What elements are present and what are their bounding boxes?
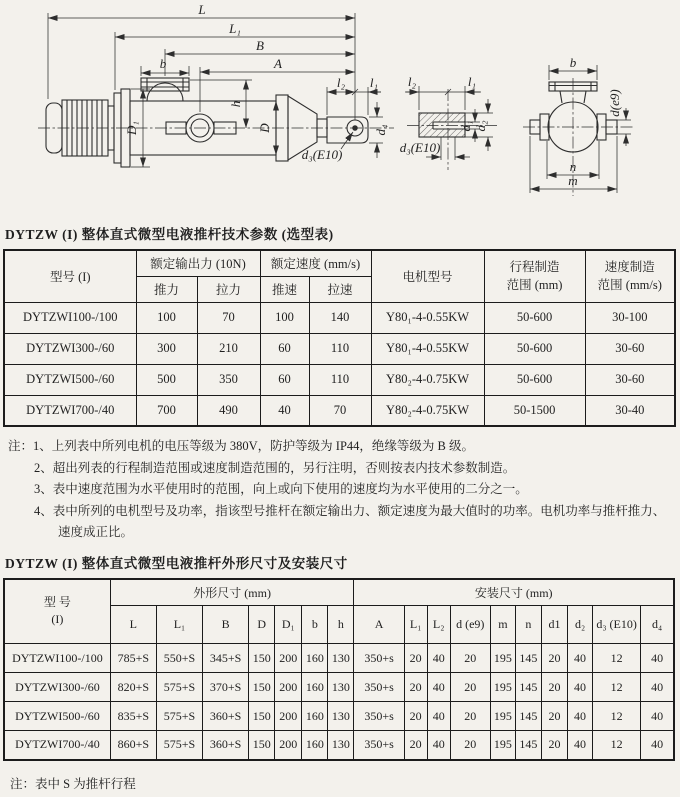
dim-label-end-m: m [568, 173, 578, 188]
table-row [4, 673, 674, 702]
cell: 20 [450, 673, 490, 702]
cell-motor: Y80₂-4-0.75KW [371, 364, 484, 395]
dim-label-b: b [159, 56, 167, 71]
cell: 345+S [203, 644, 249, 673]
cell-motor: Y80₁-4-0.55KW [371, 333, 484, 364]
cell: 60 [260, 364, 309, 395]
column-header: m [490, 606, 515, 644]
column-header-push-speed: 推速 [260, 276, 309, 302]
note-prefix: 注： [10, 776, 36, 791]
cell: 50-600 [484, 364, 585, 395]
side-view-dimensions [48, 13, 383, 167]
cell: 130 [328, 731, 354, 760]
cell: 350+s [354, 731, 404, 760]
cell: 20 [541, 644, 567, 673]
cell: 12 [593, 644, 641, 673]
dim-label-A: A [274, 56, 282, 71]
cell: 70 [309, 395, 371, 426]
cell-motor: Y80₁-4-0.55KW [371, 302, 484, 333]
cell: 550+S [156, 644, 202, 673]
cell: 150 [249, 702, 275, 731]
cell: 40 [641, 673, 674, 702]
cell: 350 [197, 364, 260, 395]
cell: 110 [309, 333, 371, 364]
cell: 145 [515, 731, 541, 760]
dim-label-end-b: b [569, 55, 577, 70]
cell: 195 [490, 644, 515, 673]
dim-label-section-d3: d₃(E10) [399, 140, 441, 155]
cell: 145 [515, 673, 541, 702]
table-row [4, 644, 674, 673]
cell: 20 [404, 673, 427, 702]
cell: 50-600 [484, 302, 585, 333]
cell: 30-40 [585, 395, 675, 426]
cell: 20 [541, 702, 567, 731]
dim-label-section-l1: l₁ [467, 74, 477, 89]
dim-label-L1: L₁ [229, 21, 241, 36]
dim-label-l2: l₂ [336, 75, 346, 90]
cell: 700 [136, 395, 197, 426]
column-header: L₂ [427, 606, 450, 644]
cell: 12 [593, 673, 641, 702]
cell-model: DYTZWI100-/100 [4, 644, 110, 673]
cell: 50-1500 [484, 395, 585, 426]
column-header: d₄ [641, 606, 674, 644]
column-group-speed: 额定速度 (mm/s) [260, 250, 371, 276]
cell: 40 [641, 731, 674, 760]
cell: 370+S [203, 673, 249, 702]
column-header-model: 型号 (I) [4, 250, 136, 302]
cell: 40 [260, 395, 309, 426]
cell: 130 [328, 644, 354, 673]
column-group-install: 安装尺寸 (mm) [354, 579, 674, 606]
cell: 160 [302, 644, 328, 673]
cell: 145 [515, 644, 541, 673]
spec-table-dimensions [3, 578, 675, 761]
table-row [4, 333, 675, 364]
cell: 575+S [156, 702, 202, 731]
cell: 860+S [110, 731, 156, 760]
end-view-dimensions [530, 65, 631, 193]
dim-label-end-n: n [569, 159, 577, 174]
table2-title: DYTZW (I) 整体直式微型电液推杆外形尺寸及安装尺寸 [5, 555, 348, 571]
table-row [4, 731, 674, 760]
dim-label-L: L [198, 2, 206, 17]
dim-label-d4: d₄ [373, 124, 388, 136]
column-header: L [110, 606, 156, 644]
column-header-speed-range: 速度制造 范围 (mm/s) [585, 250, 675, 302]
cell: 40 [568, 673, 593, 702]
cell: 195 [490, 702, 515, 731]
cell: 20 [404, 644, 427, 673]
cell: 200 [275, 644, 302, 673]
cell: 40 [427, 673, 450, 702]
notes-table1 [8, 436, 670, 544]
cell: 40 [641, 702, 674, 731]
column-group-outline: 外形尺寸 (mm) [110, 579, 354, 606]
cell: 30-60 [585, 333, 675, 364]
cell: 40 [568, 702, 593, 731]
note-item: 注： 1、上列表中所列电机的电压等级为 380V，防护等级为 IP44，绝缘等级为 B 级。 [8, 436, 670, 458]
cell-model: DYTZWI100-/100 [4, 302, 136, 333]
column-header: A [354, 606, 404, 644]
note-item: 2、超出列表的行程制造范围或速度制造范围的，另行注明，否则按表内技术参数制造。 [34, 460, 516, 475]
cell: 130 [328, 673, 354, 702]
cell: 820+S [110, 673, 156, 702]
cell: 150 [249, 673, 275, 702]
column-header: b [302, 606, 328, 644]
cell: 835+S [110, 702, 156, 731]
technical-drawing [0, 0, 680, 215]
cell: 40 [427, 702, 450, 731]
cell: 30-60 [585, 364, 675, 395]
cell: 575+S [156, 673, 202, 702]
cell: 300 [136, 333, 197, 364]
cell: 50-600 [484, 333, 585, 364]
cell: 110 [309, 364, 371, 395]
cell: 350+s [354, 644, 404, 673]
cell: 350+s [354, 673, 404, 702]
cell: 40 [568, 644, 593, 673]
cell: 200 [275, 731, 302, 760]
cell: 12 [593, 731, 641, 760]
table-row [4, 702, 674, 731]
cell: 40 [641, 644, 674, 673]
dim-label-end-de9: d(e9) [607, 89, 622, 117]
cell: 40 [427, 731, 450, 760]
dim-label-l1: l₁ [369, 75, 379, 90]
cell: 20 [450, 702, 490, 731]
dim-label-d3: d₃(E10) [301, 147, 343, 162]
dim-label-B: B [256, 38, 264, 53]
cell: 70 [197, 302, 260, 333]
column-header: d (e9) [450, 606, 490, 644]
dim-label-h: h [228, 100, 243, 108]
cell: 360+S [203, 702, 249, 731]
table-row [4, 302, 675, 333]
dim-label-section-l2: l₂ [407, 74, 417, 89]
column-header: L₁ [404, 606, 427, 644]
table-row [4, 364, 675, 395]
column-header: h [328, 606, 354, 644]
cell-model: DYTZWI700-/40 [4, 731, 110, 760]
note-item: 4、表中所列的电机型号及功率，指该型号推杆在额定输出力、额定速度为最大值时的功率。电机功率与推杆推力、速度成正比。 [34, 503, 666, 539]
cell: 40 [427, 644, 450, 673]
column-header: L₁ [156, 606, 202, 644]
header-row-groups [4, 250, 675, 276]
cell: 20 [450, 731, 490, 760]
cell: 20 [404, 702, 427, 731]
dim-label-section-d1: d₁ [458, 120, 473, 132]
cell: 150 [249, 731, 275, 760]
table-row [4, 395, 675, 426]
cell: 145 [515, 702, 541, 731]
column-header: d₂ [568, 606, 593, 644]
cell: 30-100 [585, 302, 675, 333]
cell-model: DYTZWI500-/60 [4, 364, 136, 395]
cell: 60 [260, 333, 309, 364]
cell: 210 [197, 333, 260, 364]
header-row-groups [4, 579, 674, 606]
cell: 195 [490, 731, 515, 760]
spec-table-parameters [3, 249, 676, 427]
column-header: D₁ [275, 606, 302, 644]
note-text: 表中 S 为推杆行程 [35, 776, 136, 791]
cell: 40 [568, 731, 593, 760]
cell: 200 [275, 702, 302, 731]
cell: 20 [541, 673, 567, 702]
column-header-push: 推力 [136, 276, 197, 302]
column-header: n [515, 606, 541, 644]
cell: 195 [490, 673, 515, 702]
cell-model: DYTZWI300-/60 [4, 673, 110, 702]
cell-motor: Y80₂-4-0.75KW [371, 395, 484, 426]
column-header: d₃ (E10) [593, 606, 641, 644]
cell: 360+S [203, 731, 249, 760]
cell-model: DYTZWI700-/40 [4, 395, 136, 426]
cell: 490 [197, 395, 260, 426]
dim-label-D1: D₁ [124, 121, 139, 135]
dim-label-section-d2: d₂ [473, 120, 488, 132]
cell-model: DYTZWI500-/60 [4, 702, 110, 731]
column-header-model: 型 号 (I) [4, 579, 110, 644]
column-header-pull: 拉力 [197, 276, 260, 302]
column-header: d1 [541, 606, 567, 644]
cell: 200 [275, 673, 302, 702]
column-header: B [203, 606, 249, 644]
cell: 500 [136, 364, 197, 395]
cell: 160 [302, 702, 328, 731]
dim-label-D: D [257, 123, 272, 133]
column-header-motor: 电机型号 [371, 250, 484, 302]
cell: 12 [593, 702, 641, 731]
table1-title: DYTZW (I) 整体直式微型电液推杆技术参数 (选型表) [5, 227, 334, 242]
cell: 20 [450, 644, 490, 673]
cell-model: DYTZWI300-/60 [4, 333, 136, 364]
cell: 100 [136, 302, 197, 333]
cell: 20 [404, 731, 427, 760]
cell: 160 [302, 673, 328, 702]
note-table2 [10, 774, 680, 792]
column-header-stroke-range: 行程制造 范围 (mm) [484, 250, 585, 302]
cell: 350+s [354, 702, 404, 731]
cell: 140 [309, 302, 371, 333]
note-item: 3、表中速度范围为水平使用时的范围，向上或向下使用的速度均为水平使用的二分之一。 [34, 482, 528, 496]
cell: 785+S [110, 644, 156, 673]
cell: 160 [302, 731, 328, 760]
note-prefix: 注： [8, 439, 34, 453]
column-header: D [249, 606, 275, 644]
column-header-pull-speed: 拉速 [309, 276, 371, 302]
column-group-force: 额定输出力 (10N) [136, 250, 260, 276]
cell: 100 [260, 302, 309, 333]
cell: 150 [249, 644, 275, 673]
cell: 575+S [156, 731, 202, 760]
cell: 20 [541, 731, 567, 760]
cell: 130 [328, 702, 354, 731]
